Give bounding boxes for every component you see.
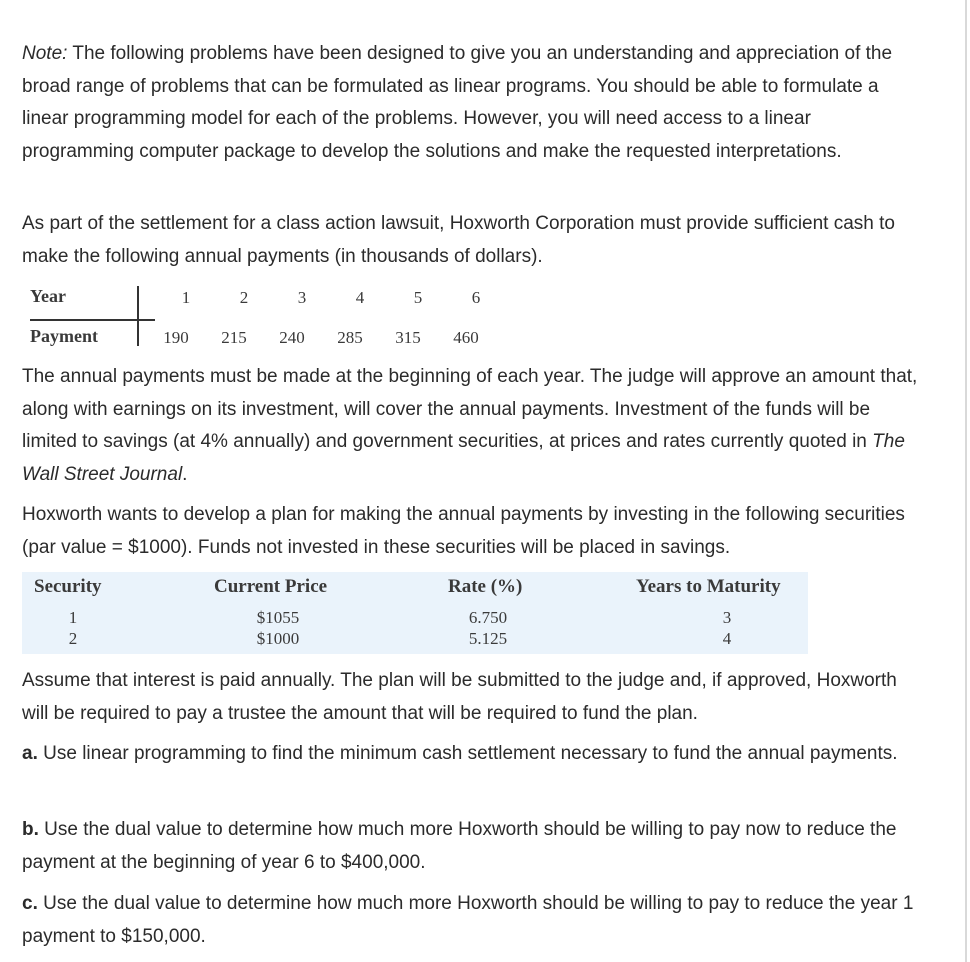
- question-c-label: c.: [22, 893, 38, 914]
- rate-cell: 6.750: [468, 608, 508, 627]
- payment-cell: 285: [337, 328, 363, 347]
- journal-title: The Wall Street Journal: [22, 431, 905, 485]
- maturity-header: Years to Maturity: [636, 576, 781, 597]
- note-paragraph: [22, 38, 922, 168]
- payment-table: [30, 284, 500, 354]
- maturity-cell: 4: [722, 629, 732, 648]
- assumption-paragraph: Assume that interest is paid annually. The plan will be submitted to the judge and, if approved, Hoxworth will be required to pay a trustee the amount that will be required to fund the plan.: [22, 670, 897, 724]
- question-b-text: Use the dual value to determine how much more Hoxworth should be willing to pay now to reduce the payment at the beginning of year 6 to $400,000.: [22, 819, 897, 873]
- intro-paragraph: As part of the settlement for a class action lawsuit, Hoxworth Corporation must provide sufficient cash to make the following annual payments (in thousands of dollars).: [22, 213, 895, 267]
- question-a: [22, 738, 922, 771]
- payment-cell: 215: [221, 328, 247, 347]
- payment-cell: 460: [453, 328, 479, 347]
- note-text: The following problems have been designed to give you an understanding and appreciation of the broad range of problems that can be formulated as linear programs. You should be able to formulate a linear programming model for each of the problems. However, you will need access to a linear programming computer package to develop the solutions and make the requested interpretations.: [22, 43, 893, 162]
- note-label: Note:: [22, 43, 68, 64]
- payment-row-label: Payment: [30, 326, 98, 346]
- security-header: Security: [34, 576, 102, 597]
- question-b-label: b.: [22, 819, 39, 840]
- maturity-cell: 3: [722, 608, 732, 627]
- payment-cell: 240: [279, 328, 305, 347]
- security-cell: 2: [68, 629, 78, 648]
- year-cell: 4: [355, 288, 365, 307]
- security-table: [22, 572, 808, 654]
- price-cell: $1055: [256, 608, 300, 627]
- investment-text: The annual payments must be made at the beginning of each year. The judge will approve an amount that, along with earnings on its investment, will cover the annual payments. Investment of the funds will be limited to savings (at 4% annually) and government securities, at prices and rates currently quoted in: [22, 366, 918, 452]
- question-c: [22, 888, 922, 953]
- year-cell: 1: [181, 288, 191, 307]
- year-cell: 2: [239, 288, 249, 307]
- investment-paragraph: [22, 361, 922, 491]
- rate-cell: 5.125: [468, 629, 508, 648]
- payment-cell: 190: [163, 328, 189, 347]
- price-cell: $1000: [256, 629, 300, 648]
- security-cell: 1: [68, 608, 78, 627]
- table-divider-horizontal: [30, 319, 155, 321]
- payment-cell: 315: [395, 328, 421, 347]
- question-b: [22, 814, 922, 879]
- securities-paragraph: Hoxworth wants to develop a plan for making the annual payments by investing in the following securities (par value = $1000). Funds not invested in these securities will be placed in savings.: [22, 504, 905, 558]
- year-row-label: Year: [30, 286, 66, 306]
- question-a-label: a.: [22, 743, 38, 764]
- question-a-text: Use linear programming to find the minimum cash settlement necessary to fund the annual payments.: [37, 743, 898, 764]
- investment-end: .: [182, 463, 188, 485]
- price-header: Current Price: [214, 576, 328, 597]
- year-cell: 6: [471, 288, 481, 307]
- year-cell: 5: [413, 288, 423, 307]
- question-c-text: Use the dual value to determine how much more Hoxworth should be willing to pay to reduce the year 1 payment to $150,000.: [22, 893, 914, 947]
- year-cell: 3: [297, 288, 307, 307]
- table-divider-vertical: [137, 286, 139, 346]
- rate-header: Rate (%): [448, 576, 523, 597]
